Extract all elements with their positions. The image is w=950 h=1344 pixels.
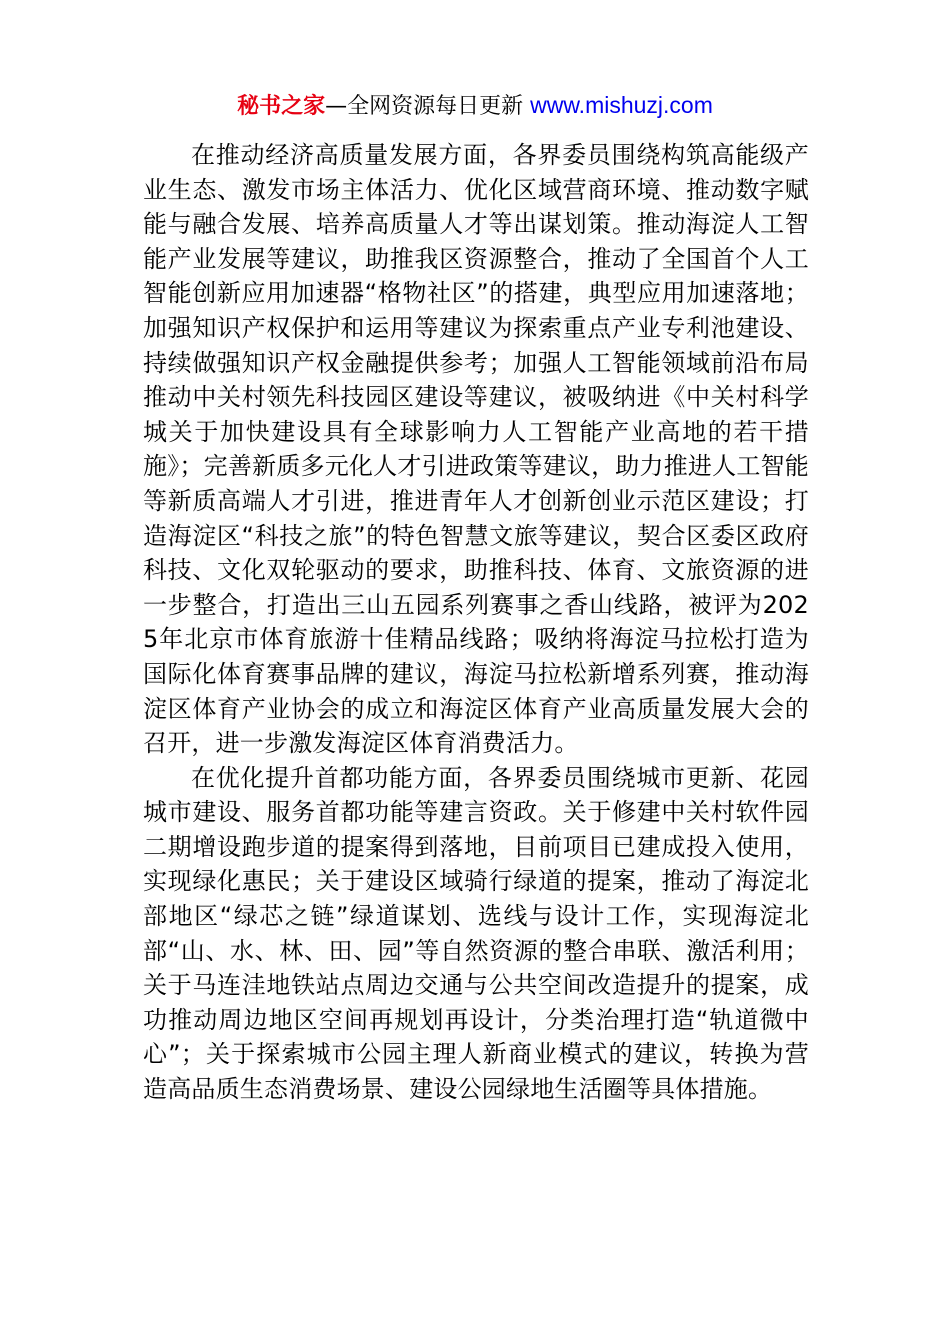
site-url-link[interactable]: www.mishuzj.com	[530, 92, 713, 118]
page-header	[0, 88, 950, 124]
brand-name: 秘书之家	[237, 94, 326, 119]
header-tagline: —全网资源每日更新	[325, 94, 531, 119]
paragraph-capital-function: 在优化提升首都功能方面，各界委员围绕城市更新、花园城市建设、服务首都功能等建言资政。关于修建中关村软件园二期增设跑步道的提案得到落地，目前项目已建成投入使用，实现绿化惠民；关于建设区域骑行绿道的提案，推动了海淀北部地区“绿芯之链”绿道谋划、选线与设计工作，实现海淀北部“山、水、林、田、园”等自然资源的整合串联、激活利用；关于马连洼地铁站点周边交通与公共空间改造提升的提案，成功推动周边地区空间再规划再设计，分类治理打造“轨道微中心”；关于探索城市公园主理人新商业模式的建议，转换为营造高品质生态消费场景、建设公园绿地生活圈等具体措施。	[143, 763, 809, 1104]
document-body	[143, 138, 809, 1107]
paragraph-economic-development: 在推动经济高质量发展方面，各界委员围绕构筑高能级产业生态、激发市场主体活力、优化区域营商环境、推动数字赋能与融合发展、培养高质量人才等出谋划策。推动海淀人工智能产业发展等建议，助推我区资源整合，推动了全国首个人工智能创新应用加速器“格物社区”的搭建，典型应用加速落地；加强知识产权保护和运用等建议为探索重点产业专利池建设、持续做强知识产权金融提供参考；加强人工智能领域前沿布局推动中关村领先科技园区建设等建议，被吸纳进《中关村科学城关于加快建设具有全球影响力人工智能产业高地的若干措施》；完善新质多元化人才引进政策等建议，助力推进人工智能等新质高端人才引进，推进青年人才创新创业示范区建设；打造海淀区“科技之旅”的特色智慧文旅等建议，契合区委区政府科技、文化双轮驱动的要求，助推科技、体育、文旅资源的进一步整合，打造出三山五园系列赛事之香山线路，被评为2025年北京市体育旅游十佳精品线路；吸纳将海淀马拉松打造为国际化体育赛事品牌的建议，海淀马拉松新增系列赛，推动海淀区体育产业协会的成立和海淀区体育产业高质量发展大会的召开，进一步激发海淀区体育消费活力。	[143, 141, 809, 758]
